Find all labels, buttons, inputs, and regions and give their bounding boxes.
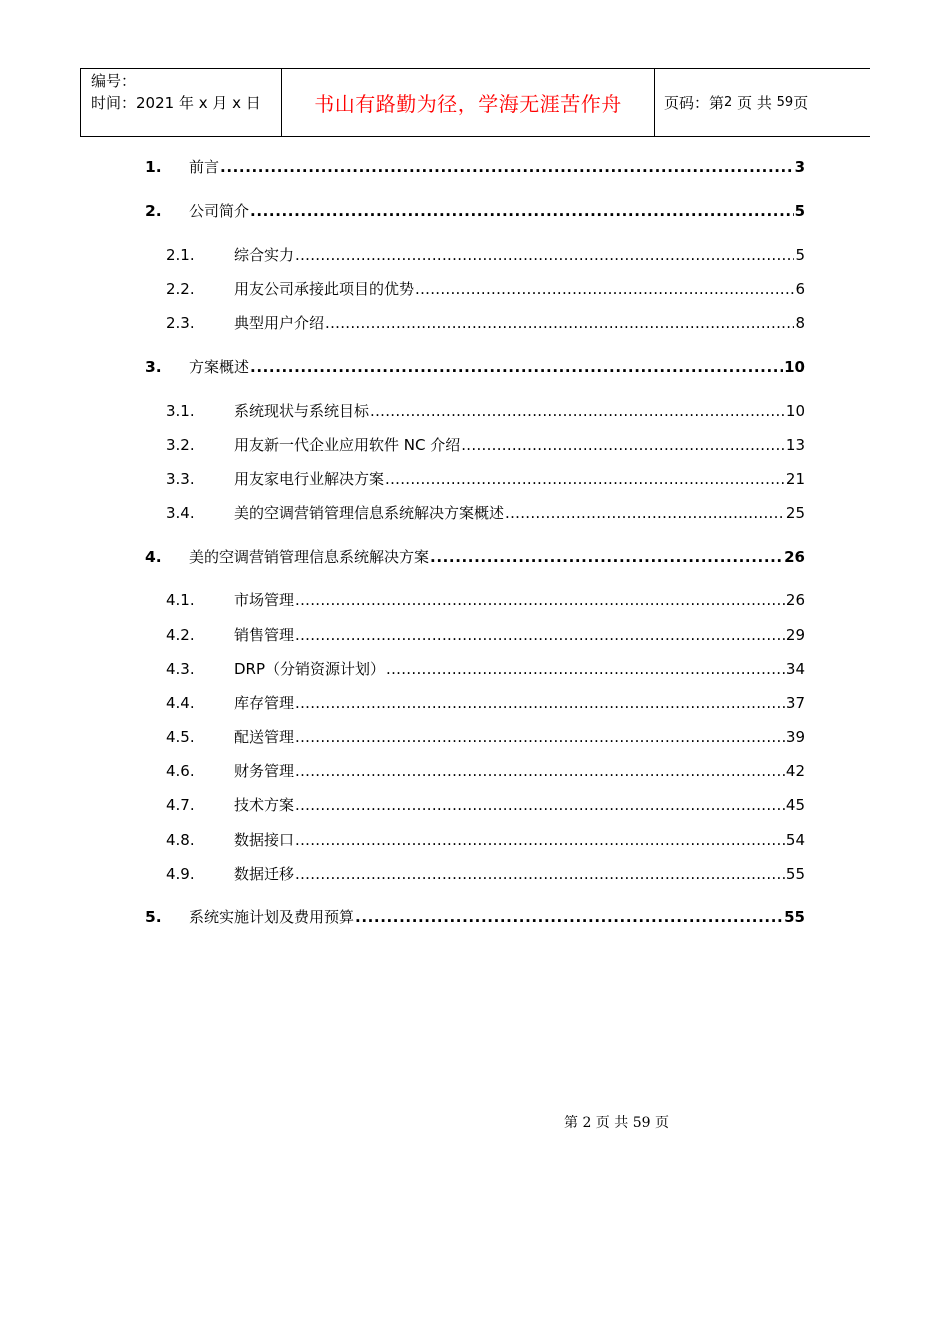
toc-entry-number: 3.1. [166,402,195,420]
toc-entry-line [234,793,805,817]
toc-entry-number: 4. [145,548,162,566]
toc-entry[interactable] [0,588,950,612]
toc-entry-line [234,828,805,852]
toc-entry-title: 技术方案 [234,796,295,814]
toc-entry-number: 5. [145,908,162,926]
toc-entry-title: 综合实力 [234,246,295,264]
toc-entry-page: 21 [785,470,805,488]
toc-entry-line [234,311,805,335]
toc-entry-number: 4.8. [166,831,195,849]
toc-entry-page: 10 [784,358,805,376]
toc-entry[interactable] [0,277,950,301]
toc-entry-title: 美的空调营销管理信息系统解决方案概述 [234,504,505,522]
toc-leader-dots [295,862,785,886]
toc-entry-title: 系统现状与系统目标 [234,402,370,420]
toc-entry-title: 库存管理 [234,694,295,712]
toc-entry-page: 25 [785,504,805,522]
toc-entry-title: 典型用户介绍 [234,314,325,332]
toc-entry-title: 财务管理 [234,762,295,780]
toc-entry-line [234,277,805,301]
toc-entry-line [234,623,805,647]
toc-entry-number: 2.1. [166,246,195,264]
toc-leader-dots [295,828,785,852]
toc-entry-number: 1. [145,158,162,176]
toc-entry[interactable] [0,725,950,749]
toc-entry[interactable] [0,199,950,223]
toc-entry-title: 市场管理 [234,591,295,609]
toc-leader-dots [370,399,785,423]
toc-entry-page: 6 [795,280,805,298]
toc-entry-title: 用友公司承接此项目的优势 [234,280,415,298]
toc-entry[interactable] [0,828,950,852]
toc-entry-line [234,243,805,267]
toc-entry-number: 2.3. [166,314,195,332]
toc-entry[interactable] [0,905,950,929]
toc-entry[interactable] [0,545,950,569]
toc-entry[interactable] [0,862,950,886]
page-code-suffix: 页 [793,94,809,112]
toc-entry-line [234,759,805,783]
toc-entry-number: 4.2. [166,626,195,644]
toc-leader-dots [295,725,785,749]
toc-entry-number: 3.3. [166,470,195,488]
toc-entry-line [234,862,805,886]
toc-entry-page: 13 [785,436,805,454]
toc-entry[interactable] [0,691,950,715]
toc-entry-page: 29 [785,626,805,644]
toc-leader-dots [386,657,785,681]
toc-entry-line [189,905,805,929]
toc-entry[interactable] [0,793,950,817]
toc-entry-number: 4.1. [166,591,195,609]
toc-entry-page: 3 [794,158,805,176]
doc-time-label: 时间：2021 年 x 月 x 日 [91,94,261,112]
toc-entry-number: 4.9. [166,865,195,883]
toc-entry-page: 26 [784,548,805,566]
toc-entry-title: 数据迁移 [234,865,295,883]
toc-entry-number: 4.3. [166,660,195,678]
toc-entry[interactable] [0,355,950,379]
toc-entry-line [234,588,805,612]
toc-entry[interactable] [0,399,950,423]
toc-entry-title: DRP（分销资源计划） [234,660,386,678]
toc-leader-dots [250,355,783,379]
toc-entry-page: 34 [785,660,805,678]
toc-leader-dots [295,691,785,715]
toc-leader-dots [325,311,794,335]
toc-entry[interactable] [0,311,950,335]
toc-entry-title: 系统实施计划及费用预算 [189,908,355,926]
toc-entry-number: 2.2. [166,280,195,298]
toc-entry-title: 数据接口 [234,831,295,849]
toc-entry-page: 10 [785,402,805,420]
toc-entry-line [234,501,805,525]
toc-entry-page: 37 [785,694,805,712]
toc-entry-number: 3.4. [166,504,195,522]
toc-entry-line [234,433,805,457]
doc-number-label: 编号： [91,72,137,90]
toc-entry-line [189,199,805,223]
page-footer: 第 2 页 共 59 页 [564,1115,669,1131]
toc-entry-page: 26 [785,591,805,609]
toc-entry-title: 公司简介 [189,202,250,220]
toc-leader-dots [295,588,785,612]
toc-entry-page: 5 [795,246,805,264]
toc-entry[interactable] [0,467,950,491]
toc-leader-dots [430,545,783,569]
toc-entry-number: 4.6. [166,762,195,780]
toc-entry-page: 55 [784,908,805,926]
toc-entry-number: 2. [145,202,162,220]
toc-entry[interactable] [0,433,950,457]
toc-entry-page: 55 [785,865,805,883]
toc-entry-title: 销售管理 [234,626,295,644]
toc-entry-number: 4.4. [166,694,195,712]
toc-entry-line [189,545,805,569]
toc-entry-number: 3. [145,358,162,376]
toc-leader-dots [250,199,794,223]
toc-entry-title: 用友家电行业解决方案 [234,470,385,488]
toc-leader-dots [295,793,785,817]
toc-leader-dots [385,467,785,491]
toc-entry-number: 4.5. [166,728,195,746]
toc-leader-dots [220,155,794,179]
toc-entry[interactable] [0,759,950,783]
toc-entry[interactable] [0,501,950,525]
toc-entry[interactable] [0,623,950,647]
toc-entry[interactable] [0,155,950,179]
toc-entry-line [234,399,805,423]
toc-entry-title: 方案概述 [189,358,250,376]
toc-entry-title: 配送管理 [234,728,295,746]
toc-entry-number: 4.7. [166,796,195,814]
page-code-total: 59 [776,95,794,110]
toc-entry-page: 54 [785,831,805,849]
toc-entry-line [234,657,805,681]
page-code-prefix: 页码：第 [664,94,725,112]
toc-entry-page: 8 [795,314,805,332]
toc-leader-dots [295,243,794,267]
toc-entry[interactable] [0,243,950,267]
toc-entry-line [189,155,805,179]
toc-entry-page: 5 [794,202,805,220]
toc-leader-dots [355,905,783,929]
toc-entry-page: 39 [785,728,805,746]
toc-entry-line [234,691,805,715]
toc-leader-dots [415,277,794,301]
toc-leader-dots [461,433,785,457]
toc-entry[interactable] [0,657,950,681]
toc-entry-title: 美的空调营销管理信息系统解决方案 [189,548,430,566]
toc-entry-number: 3.2. [166,436,195,454]
page-code-current: 2 [724,95,733,110]
toc-leader-dots [505,501,785,525]
toc-entry-line [234,725,805,749]
toc-leader-dots [295,759,785,783]
toc-entry-line [189,355,805,379]
page-code-middle: 页 共 [737,94,772,112]
toc-entry-title: 用友新一代企业应用软件 NC 介绍 [234,436,461,454]
toc-entry-page: 42 [785,762,805,780]
header-motto: 书山有路勤为径，学海无涯苦作舟 [314,92,622,116]
toc-leader-dots [295,623,785,647]
toc-entry-line [234,467,805,491]
toc-entry-title: 前言 [189,158,220,176]
toc-entry-page: 45 [785,796,805,814]
